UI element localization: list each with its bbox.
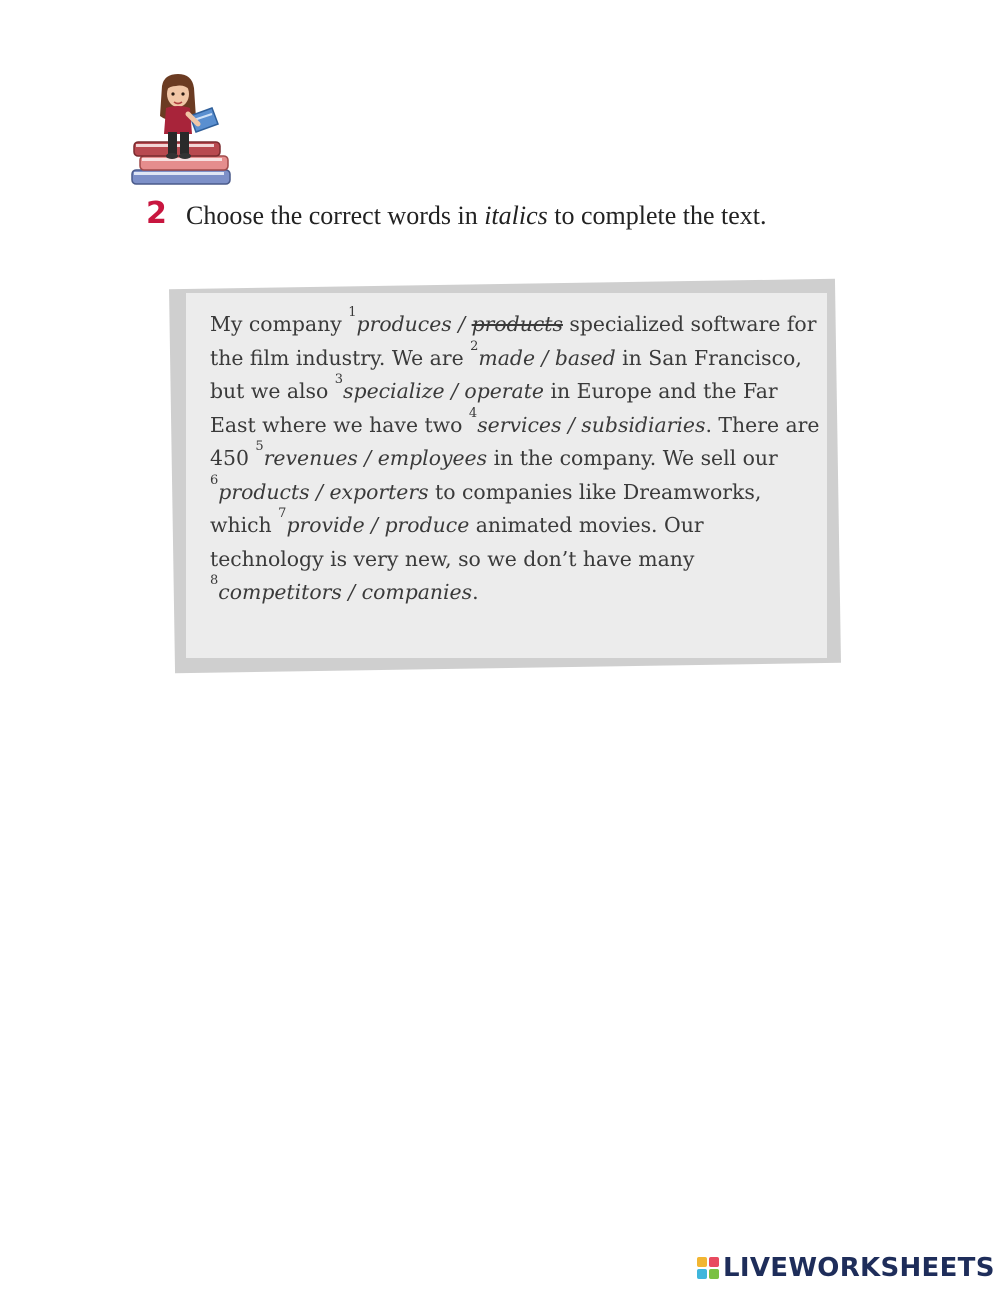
passage-text-run: animated movies. Our technology is very new, so we don’t have many (210, 513, 704, 571)
passage-text-run: . (472, 580, 479, 604)
word-choice: provide / produce (286, 513, 470, 537)
passage-text-run: in San Francisco, but we also (210, 345, 802, 403)
word-choice: made / based (478, 345, 616, 370)
passage-text-run: in Europe and the Far East where we have two (210, 379, 778, 437)
logo-mark-square (709, 1257, 719, 1267)
gap-number: 2 (470, 338, 479, 354)
logo-mark-square (697, 1257, 707, 1267)
liveworksheets-logo (697, 1253, 995, 1283)
passage-text-run: in the company. We sell our (487, 446, 778, 470)
instruction-text-after: to complete the text. (547, 201, 767, 230)
word-choice: revenues / employees (263, 446, 488, 470)
word-choice: produces / (356, 312, 472, 336)
instruction-text-before: Choose the correct words in (186, 201, 485, 230)
word-choice: services / subsidiaries (477, 412, 706, 437)
passage-text-run: My company (210, 312, 349, 336)
instruction-italic-word: italics (484, 201, 548, 230)
passage-text-run: . There are 450 (210, 412, 820, 470)
word-choice: competitors / companies (218, 580, 473, 604)
logo-mark-square (697, 1269, 707, 1279)
passage-text-run: specialized software for the film industry. We are (210, 312, 817, 370)
gap-number: 8 (210, 573, 219, 588)
liveworksheets-mark-icon (697, 1257, 719, 1279)
gap-number: 7 (278, 506, 287, 521)
word-choice: products / exporters (218, 479, 429, 504)
gap-number: 6 (210, 472, 219, 488)
gap-number: 1 (348, 305, 357, 320)
passage-text-run: to companies like Dreamworks, which (210, 479, 762, 537)
logo-text: LIVEWORKSHEETS (723, 1253, 995, 1283)
gap-number: 5 (255, 439, 264, 454)
word-choice: specialize / operate (343, 379, 544, 403)
crossed-out-option: products (471, 312, 563, 336)
gap-number: 3 (334, 372, 344, 387)
passage-text (210, 305, 820, 610)
passage-card (186, 293, 827, 658)
gap-number: 4 (468, 405, 478, 421)
logo-mark-square (709, 1269, 719, 1279)
avatar-reader-icon (128, 72, 234, 190)
exercise-instruction (186, 199, 826, 233)
exercise-number: 2 (146, 196, 167, 231)
